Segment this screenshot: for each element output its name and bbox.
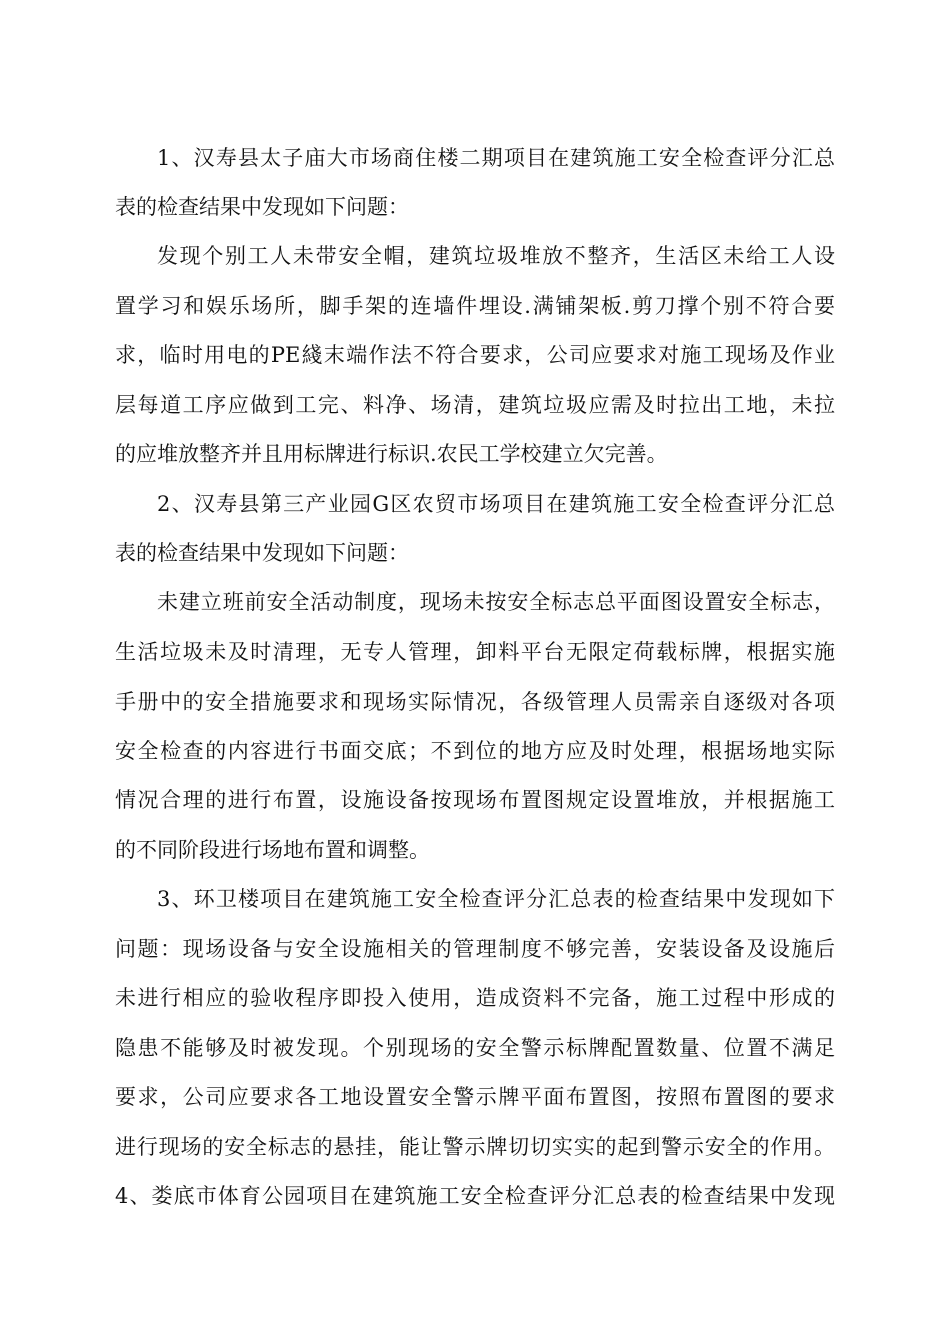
- item-1-body-line-4: 层每道工序应做到工完、料净、场清，建筑垃圾应需及时拉出工地，未拉: [115, 393, 835, 417]
- item-2-body-line-2: 生活垃圾未及时清理，无专人管理，卸料平台无限定荷载标牌，根据实施: [115, 640, 835, 664]
- item-3-line-5: 要求，公司应要求各工地设置安全警示牌平面布置图，按照布置图的要求: [115, 1085, 835, 1109]
- item-3-line-4: 隐患不能够及时被发现。个别现场的安全警示标牌配置数量、位置不满足: [115, 1036, 835, 1060]
- item-2-heading-line-1: 2、汉寿县第三产业园G区农贸市场项目在建筑施工安全检查评分汇总: [157, 492, 835, 516]
- item-2-body-line-1: 未建立班前安全活动制度，现场未按安全标志总平面图设置安全标志，: [157, 590, 835, 614]
- item-2-body-line-4: 安全检查的内容进行书面交底；不到位的地方应及时处理，根据场地实际: [115, 739, 835, 763]
- item-4-line-1: 4、娄底市体育公园项目在建筑施工安全检查评分汇总表的检查结果中发现: [115, 1184, 835, 1208]
- item-3-line-3: 未进行相应的验收程序即投入使用，造成资料不完备，施工过程中形成的: [115, 986, 835, 1010]
- item-2-heading-line-2: 表的检查结果中发现如下问题：: [115, 541, 409, 565]
- item-3-line-1: 3、环卫楼项目在建筑施工安全检查评分汇总表的检查结果中发现如下: [157, 887, 835, 911]
- item-3-line-2: 问题：现场设备与安全设施相关的管理制度不够完善，安装设备及设施后: [115, 937, 835, 961]
- item-1-body-line-3: 求，临时用电的PE綫末端作法不符合要求，公司应要求对施工现场及作业: [115, 343, 835, 367]
- item-1-body-line-1: 发现个别工人未带安全帽，建筑垃圾堆放不整齐，生活区未给工人设: [157, 244, 835, 268]
- item-2-body-line-3: 手册中的安全措施要求和现场实际情况，各级管理人员需亲自逐级对各项: [115, 690, 835, 714]
- item-3-line-6: 进行现场的安全标志的悬挂，能让警示牌切切实实的起到警示安全的作用。: [115, 1135, 835, 1159]
- item-1-heading-line-1: 1、汉寿县太子庙大市场商住楼二期项目在建筑施工安全检查评分汇总: [157, 146, 835, 170]
- item-2-body-line-6: 的不同阶段进行场地布置和调整。: [115, 838, 430, 862]
- item-2-body-line-5: 情况合理的进行布置，设施设备按现场布置图规定设置堆放，并根据施工: [115, 788, 835, 812]
- item-1-body-line-5: 的应堆放整齐并且用标牌进行标识.农民工学校建立欠完善。: [115, 442, 668, 466]
- item-1-body-line-2: 置学习和娱乐场所，脚手架的连墙件埋设.满铺架板.剪刀撑个别不符合要: [115, 294, 835, 318]
- item-1-heading-line-2: 表的检查结果中发现如下问题：: [115, 195, 409, 219]
